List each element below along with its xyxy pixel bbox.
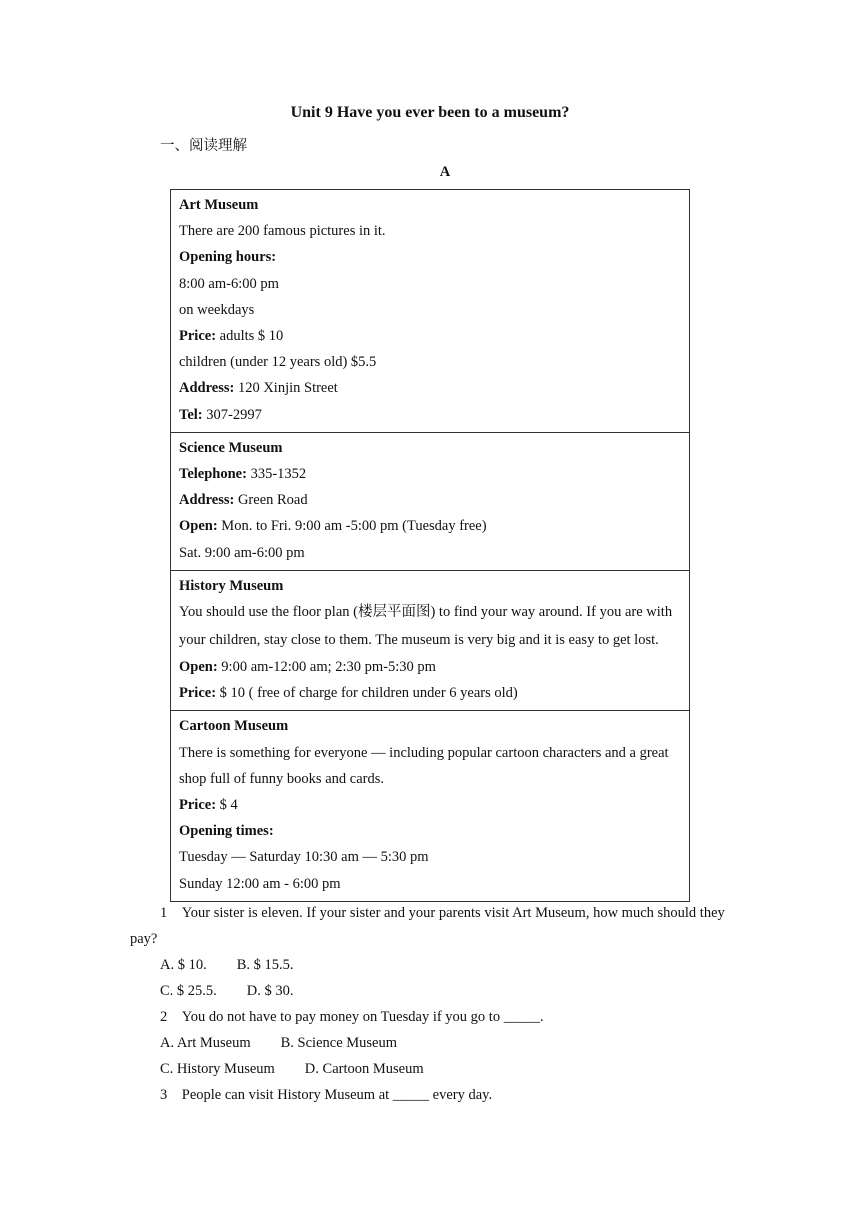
- museum-desc: There is something for everyone — including popular cartoon characters and a great shop full of funny books and cards.: [179, 744, 669, 787]
- cartoon-museum-cell: [171, 711, 690, 901]
- option-c: C. History Museum: [160, 1061, 275, 1077]
- price-value: $ 4: [216, 797, 238, 814]
- question-2-options-cd: [160, 1056, 424, 1082]
- open-value: 9:00 am-12:00 am; 2:30 pm-5:30 pm: [217, 659, 436, 676]
- museum-desc: You should use the floor plan (楼层平面图) to find your way around. If you are with your children, stay close to them. The museum is very big and it is easy to get lost.: [179, 604, 673, 648]
- question-1-options-cd: [160, 978, 294, 1004]
- tel-value: 307-2997: [202, 406, 262, 423]
- section-heading: 一、阅读理解: [160, 138, 247, 154]
- history-museum-row: [171, 570, 690, 711]
- times-value: Sunday 12:00 am - 6:00 pm: [179, 875, 341, 892]
- question-1: [130, 900, 730, 952]
- open-value: Mon. to Fri. 9:00 am -5:00 pm (Tuesday free): [217, 518, 487, 535]
- address-value: Green Road: [234, 492, 308, 509]
- hours-value: 8:00 am-6:00 pm: [179, 275, 279, 292]
- address-label: Address:: [179, 492, 235, 509]
- times-label: Opening times:: [179, 823, 274, 840]
- option-d: D. $ 30.: [246, 983, 294, 999]
- address-value: 120 Xinjin Street: [234, 380, 338, 397]
- price-label: Price:: [179, 685, 217, 702]
- price-value: $ 10 ( free of charge for children under 6 years old): [216, 685, 518, 702]
- question-number: 2: [160, 1009, 168, 1025]
- open-label: Open:: [179, 659, 218, 676]
- option-c: C. $ 25.5.: [160, 983, 217, 999]
- cartoon-museum-row: [171, 711, 690, 901]
- tel-value: 335-1352: [246, 466, 307, 483]
- museum-name: Cartoon Museum: [179, 718, 289, 735]
- tel-label: Telephone:: [179, 466, 247, 483]
- question-2-options-ab: [160, 1030, 397, 1056]
- question-3: [160, 1082, 492, 1108]
- science-museum-cell: [171, 432, 690, 570]
- question-text: People can visit History Museum at _____ every day.: [181, 1087, 493, 1103]
- art-museum-row: [171, 190, 690, 433]
- art-museum-cell: [171, 190, 690, 433]
- price-label: Price:: [179, 797, 217, 814]
- open-value: Sat. 9:00 am-6:00 pm: [179, 544, 305, 561]
- passage-label: A: [439, 164, 451, 180]
- tel-label: Tel:: [179, 406, 203, 423]
- price-value: adults $ 10: [216, 328, 284, 345]
- price-label: Price:: [179, 328, 217, 345]
- page-title: Unit 9 Have you ever been to a museum?: [290, 104, 570, 121]
- museum-name: History Museum: [179, 577, 284, 594]
- option-d: D. Cartoon Museum: [304, 1061, 424, 1077]
- question-text: You do not have to pay money on Tuesday if you go to _____.: [181, 1009, 544, 1025]
- museum-desc: There are 200 famous pictures in it.: [179, 223, 386, 240]
- museum-info-table: [170, 189, 690, 902]
- address-label: Address:: [179, 380, 235, 397]
- question-1-options-ab: [160, 952, 294, 978]
- option-b: B. Science Museum: [280, 1035, 398, 1051]
- open-label: Open:: [179, 518, 218, 535]
- history-museum-cell: [171, 570, 690, 711]
- museum-name: Science Museum: [179, 439, 283, 456]
- option-a: A. Art Museum: [160, 1035, 251, 1051]
- hours-label: Opening hours:: [179, 249, 277, 266]
- question-2: [160, 1004, 544, 1030]
- science-museum-row: [171, 432, 690, 570]
- hours-value: on weekdays: [179, 301, 255, 318]
- question-number: 3: [160, 1087, 168, 1103]
- museum-name: Art Museum: [179, 197, 259, 213]
- question-number: 1: [160, 905, 168, 921]
- option-b: B. $ 15.5.: [236, 957, 294, 973]
- option-a: A. $ 10.: [160, 957, 207, 973]
- times-value: Tuesday — Saturday 10:30 am — 5:30 pm: [179, 849, 429, 866]
- price-value: children (under 12 years old) $5.5: [179, 354, 377, 371]
- question-text: Your sister is eleven. If your sister and your parents visit Art Museum, how much should they pay?: [130, 905, 725, 947]
